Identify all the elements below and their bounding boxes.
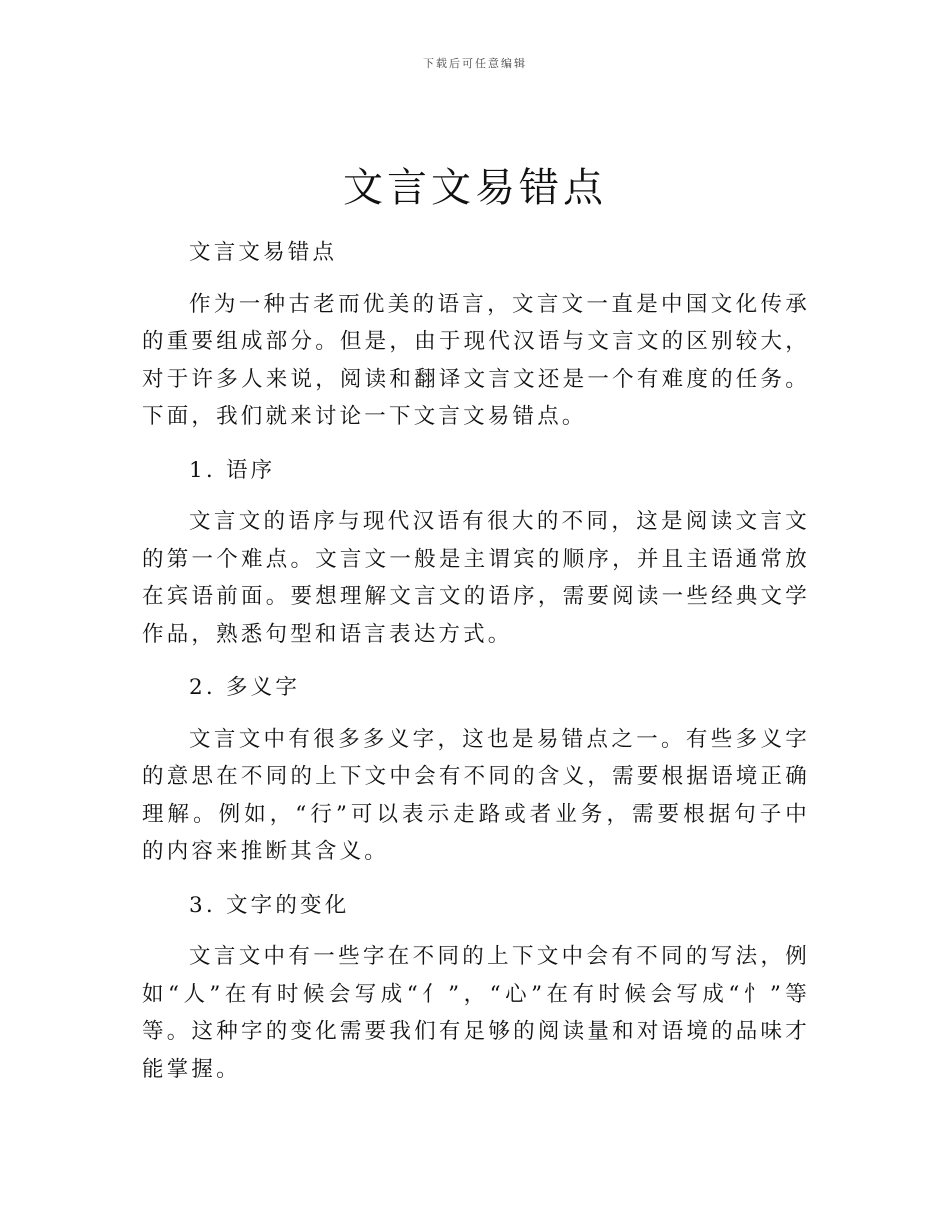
subtitle-paragraph: 文言文易错点	[189, 240, 338, 265]
section-heading-word-order: 1. 语序	[189, 457, 276, 483]
section-heading-character-variation: 3. 文字的变化	[189, 892, 350, 918]
section-heading-polysemy: 2. 多义字	[189, 675, 301, 700]
polysemy-paragraph: 文言文中有很多多义字，这也是易错点之一。有些多义字的意思在不同的上下文中会有不同的含义，需要根据语境正确理解。例如，“行”可以表示走路或者业务，需要根据句子中的内容来推断其含义。	[142, 726, 810, 864]
document-title: 文言文易错点	[343, 165, 607, 211]
page-header-note: 下载后可任意编辑	[423, 57, 527, 70]
character-variation-paragraph: 文言文中有一些字在不同的上下文中会有不同的写法，例如“人”在有时候会写成“亻”，“心”在有时候会写成“忄”等等。这种字的变化需要我们有足够的阅读量和对语境的品味才能掌握。	[142, 944, 810, 1082]
intro-paragraph: 作为一种古老而优美的语言，文言文一直是中国文化传承的重要组成部分。但是，由于现代汉语与文言文的区别较大，对于许多人来说，阅读和翻译文言文还是一个有难度的任务。下面，我们就来讨论一下文言文易错点。	[142, 291, 810, 429]
word-order-paragraph: 文言文的语序与现代汉语有很大的不同，这是阅读文言文的第一个难点。文言文一般是主谓宾的顺序，并且主语通常放在宾语前面。要想理解文言文的语序，需要阅读一些经典文学作品，熟悉句型和语言表达方式。	[142, 509, 810, 647]
document-body	[142, 234, 810, 1104]
